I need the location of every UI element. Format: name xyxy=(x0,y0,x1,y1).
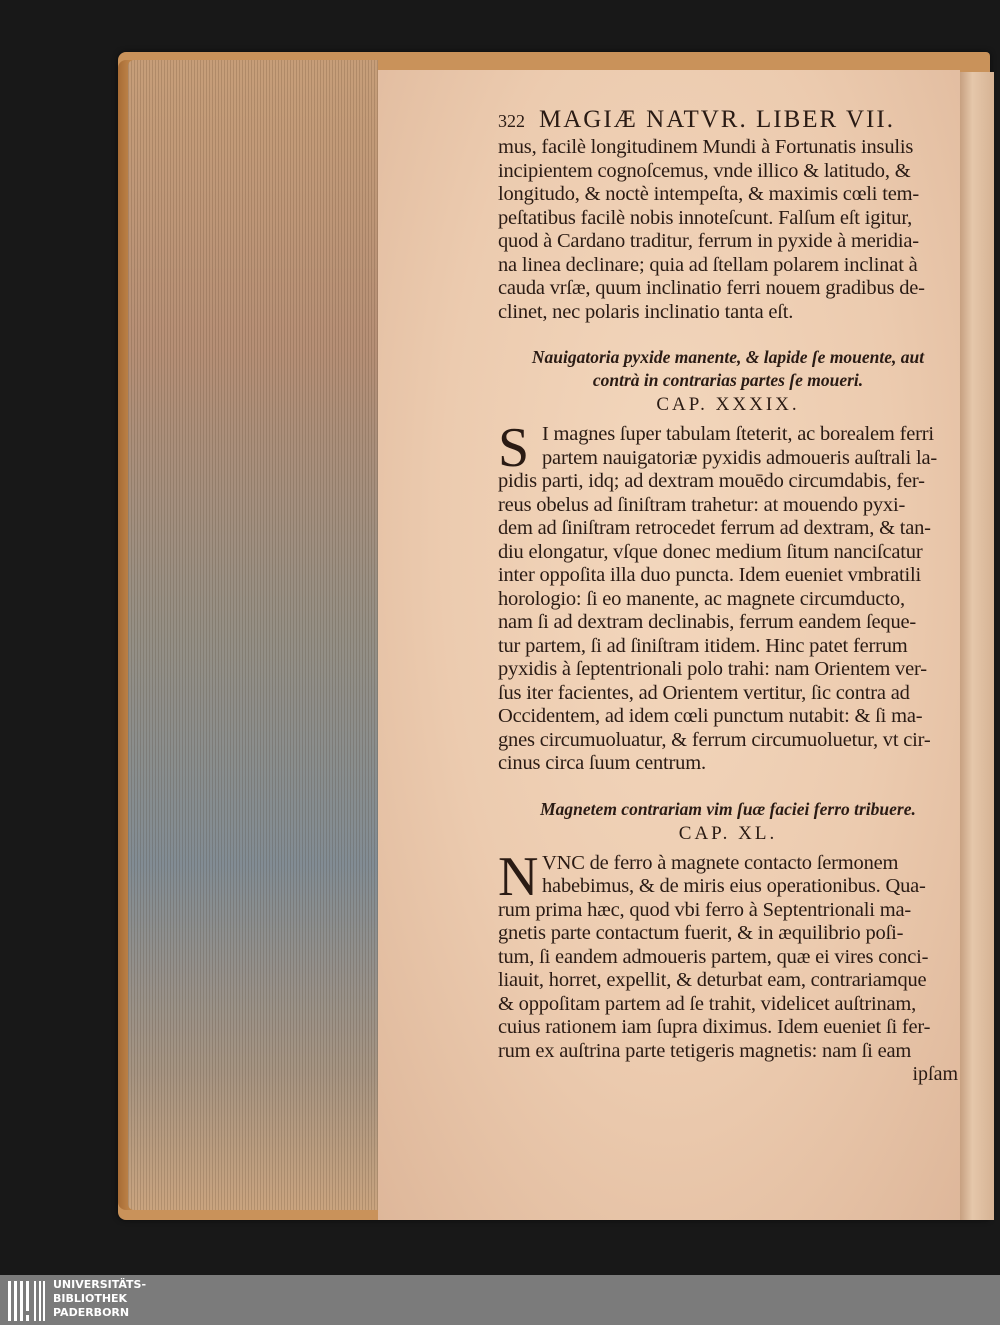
chapter-heading: Nauigatoria pyxide manente, & lapide ſe mouente, aut xyxy=(531,347,925,367)
text-line: cauda vrſæ, quum inclinatio ferri nouem gradibus de- xyxy=(498,277,925,299)
chapter-number: CAP. XL. xyxy=(678,822,778,844)
text-line: Occidentem, ad idem cœli punctum nutabit: & ſi ma- xyxy=(498,705,923,727)
catchword: ipſam xyxy=(912,1063,958,1085)
text-line: na linea declinare; quia ad ſtellam polarem inclinat à xyxy=(498,253,918,276)
text-line: cinus circa ſuum centrum. xyxy=(498,752,706,774)
library-footer xyxy=(0,1275,1000,1325)
drop-capital: S xyxy=(498,417,530,479)
library-name-line: UNIVERSITÄTS- xyxy=(53,1278,147,1291)
running-head xyxy=(498,106,958,134)
text-line: incipientem cognoſcemus, vnde illico & latitudo, & xyxy=(498,159,911,182)
text-line: VNC de ferro à magnete contacto ſermonem xyxy=(542,851,899,874)
text-line: liauit, horret, expellit, & deturbat eam, contrariamque xyxy=(498,969,927,991)
chapter-paragraph xyxy=(498,417,958,776)
library-name-line: BIBLIOTHEK xyxy=(53,1292,128,1305)
text-line: I magnes ſuper tabulam ſteterit, ac borealem ferri xyxy=(542,423,934,445)
library-logo-icon xyxy=(8,1281,46,1321)
text-line: mus, facilè longitudinem Mundi à Fortunatis insulis xyxy=(498,136,914,158)
text-line: partem nauigatoriæ pyxidis admoueris auſtrali la- xyxy=(542,446,937,469)
text-line: gnetis parte contactum fuerit, & in æquilibrio poſi- xyxy=(498,922,904,944)
book-gutter xyxy=(958,72,994,1220)
text-line: pyxidis à ſeptentrionali polo trahi: nam Orientem ver- xyxy=(498,658,927,680)
text-line: habebimus, & de miris eius operationibus. Qua- xyxy=(542,875,926,897)
running-title: MAGIÆ NATVR. LIBER VII. xyxy=(539,106,895,133)
intro-paragraph xyxy=(498,136,958,324)
page-text-block xyxy=(498,106,958,1086)
book-page xyxy=(378,70,960,1220)
drop-capital: N xyxy=(498,845,539,908)
text-line: pidis parti, idq; ad dextram mouēdo circumdabis, fer- xyxy=(498,470,925,492)
text-line: inter oppoſita illa duo puncta. Idem eueniet vmbratili xyxy=(498,564,921,586)
text-line: & oppoſitam partem ad ſe trahit, videlicet auſtrinam, xyxy=(498,992,917,1015)
text-line: horologio: ſi eo manente, ac magnete circumducto, xyxy=(498,587,905,610)
chapter-paragraph xyxy=(498,845,958,1064)
text-line: reus obelus ad ſiniſtram trahetur: at mouendo pyxi- xyxy=(498,493,906,516)
chapter-number: CAP. XXXIX. xyxy=(656,394,800,415)
text-line: diu elongatur, vſque donec medium ſitum nanciſcatur xyxy=(498,540,923,563)
page-block-edge xyxy=(128,60,378,1210)
text-line: rum prima hæc, quod vbi ferro à Septentrionali ma- xyxy=(498,898,911,921)
library-name xyxy=(53,1278,146,1320)
text-line: dem ad ſiniſtram retrocedet ferrum ad dextram, & tan- xyxy=(498,517,931,539)
library-name-line: PADERBORN xyxy=(53,1306,130,1319)
text-line: ſus iter facientes, ad Orientem vertitur, ſic contra ad xyxy=(498,681,910,704)
text-line: longitudo, & noctè intempeſta, & maximis cœli tem- xyxy=(498,183,919,205)
text-line: tum, ſi eandem admoueris partem, quæ ei vires conci- xyxy=(498,945,929,968)
chapter-40 xyxy=(498,798,958,1087)
text-line: nam ſi ad dextram declinabis, ferrum eandem ſeque- xyxy=(498,611,917,633)
text-line: tur partem, ſi ad ſiniſtram itidem. Hinc patet ferrum xyxy=(498,634,908,657)
page-number: 322 xyxy=(498,111,525,131)
text-line: gnes circumuoluatur, & ferrum circumuoluetur, vt cir- xyxy=(498,728,931,751)
text-line: cuius rationem iam ſupra diximus. Idem eueniet ſi fer- xyxy=(498,1016,931,1038)
chapter-heading: Magnetem contrariam vim ſuæ faciei ferro tribuere. xyxy=(540,798,916,819)
chapter-39 xyxy=(498,346,958,776)
chapter-heading: contrà in contrarias partes ſe moueri. xyxy=(592,370,864,390)
text-line: clinet, nec polaris inclinatio tanta eſt. xyxy=(498,300,794,323)
text-line: quod à Cardano traditur, ferrum in pyxide à meridia- xyxy=(498,230,919,252)
text-line: rum ex auſtrina parte tetigeris magnetis: nam ſi eam xyxy=(498,1039,912,1062)
text-line: peſtatibus facilè nobis innoteſcunt. Falſum eſt igitur, xyxy=(498,206,913,229)
